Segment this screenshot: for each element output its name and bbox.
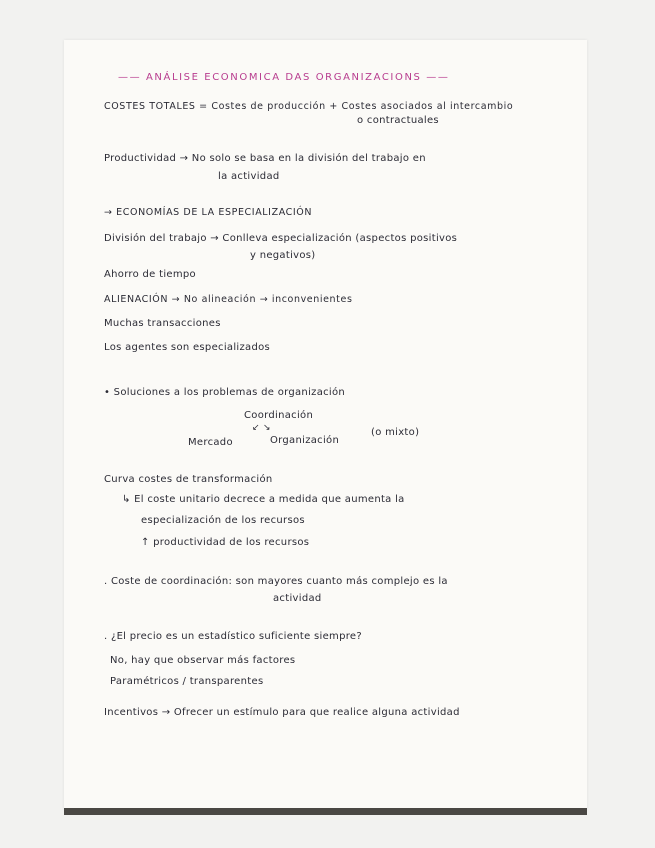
note-line: ↳ El coste unitario decrece a medida que aumenta la (122, 494, 405, 505)
diagram-label-mercado: Mercado (188, 437, 233, 448)
note-line: COSTES TOTALES = Costes de producción + Costes asociados al intercambio (104, 101, 514, 112)
note-line: Los agentes son especializados (104, 342, 271, 353)
note-line: . Coste de coordinación: son mayores cuanto más complejo es la (104, 576, 448, 587)
note-line: o contractuales (357, 115, 439, 126)
note-line: ↑ productividad de los recursos (141, 537, 310, 548)
note-line: Ahorro de tiempo (104, 269, 196, 280)
diagram-label-coordinacion: Coordinación (244, 410, 314, 421)
page-edge-shadow (64, 808, 587, 815)
note-line: . ¿El precio es un estadístico suficiente siempre? (104, 631, 362, 642)
note-line: • Soluciones a los problemas de organización (104, 387, 346, 398)
note-line: actividad (273, 593, 322, 604)
note-line: No, hay que observar más factores (110, 655, 296, 666)
note-line: especialización de los recursos (141, 515, 305, 526)
note-line: Incentivos → Ofrecer un estímulo para que realice alguna actividad (104, 707, 460, 718)
note-line: Paramétricos / transparentes (110, 676, 264, 687)
diagram-label-mixto: (o mixto) (371, 427, 420, 438)
note-line: Curva costes de transformación (104, 474, 273, 485)
note-line: División del trabajo → Conlleva especialización (aspectos positivos (104, 233, 458, 244)
note-line: y negativos) (250, 250, 316, 261)
note-line: la actividad (218, 171, 280, 182)
notes-title: —— ANÁLISE ECONOMICA DAS ORGANIZACIONS —— (118, 72, 450, 83)
diagram-arrows: ↙ ↘ (252, 423, 271, 433)
note-line: Productividad → No solo se basa en la división del trabajo en (104, 153, 426, 164)
note-line: → ECONOMÍAS DE LA ESPECIALIZACIÓN (104, 207, 313, 218)
note-line: Muchas transacciones (104, 318, 221, 329)
diagram-label-organizacion: Organización (270, 435, 340, 446)
note-line: ALIENACIÓN → No alineación → inconvenientes (104, 294, 353, 305)
